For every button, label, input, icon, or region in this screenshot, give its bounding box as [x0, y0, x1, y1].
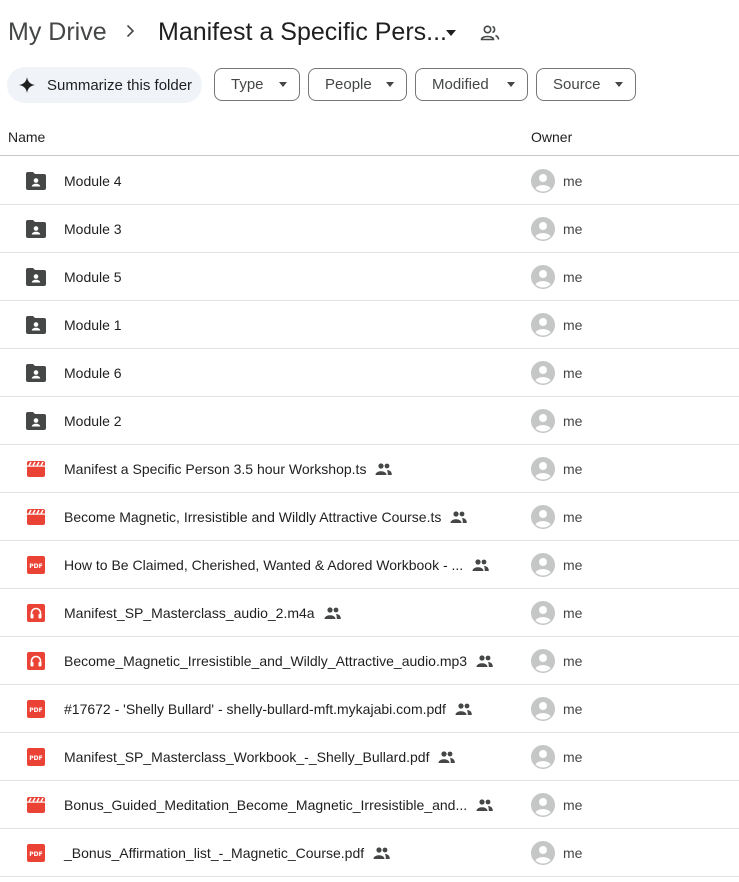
file-name-text: Manifest_SP_Masterclass_Workbook_-_Shelly_Bullard.pdf: [64, 749, 430, 765]
svg-text:PDF: PDF: [29, 563, 43, 570]
people-filter-label: People: [325, 76, 372, 93]
avatar-icon: [531, 169, 555, 193]
shared-folder-icon: [26, 316, 46, 334]
file-name-text: Manifest_SP_Masterclass_audio_2.m4a: [64, 605, 315, 621]
video-file-icon: [26, 508, 46, 526]
sparkle-icon: [19, 77, 35, 93]
video-file-icon: [26, 796, 46, 814]
shared-people-icon: [455, 703, 472, 715]
file-row[interactable]: [0, 829, 739, 877]
owner-name: me: [563, 413, 583, 429]
avatar-icon: [531, 697, 555, 721]
file-name[interactable]: [64, 845, 390, 861]
owner-name: me: [563, 653, 583, 669]
owner-name: me: [563, 797, 583, 813]
shared-people-icon: [373, 847, 390, 859]
summarize-folder-label: Summarize this folder: [47, 76, 193, 94]
people-icon[interactable]: [480, 24, 500, 42]
avatar-icon: [531, 505, 555, 529]
file-name[interactable]: [64, 317, 122, 333]
shared-people-icon: [476, 799, 493, 811]
avatar-icon: [531, 841, 555, 865]
shared-people-icon: [324, 607, 341, 619]
file-row[interactable]: [0, 493, 739, 541]
summarize-folder-button[interactable]: [7, 67, 202, 103]
file-name[interactable]: [64, 269, 122, 285]
caret-down-icon[interactable]: [444, 26, 458, 40]
owner-name: me: [563, 701, 583, 717]
file-row[interactable]: [0, 637, 739, 685]
file-name[interactable]: [64, 701, 472, 717]
svg-text:PDF: PDF: [29, 851, 43, 858]
avatar-icon: [531, 457, 555, 481]
owner-name: me: [563, 557, 583, 573]
shared-people-icon: [476, 655, 493, 667]
file-name-text: Become_Magnetic_Irresistible_and_Wildly_Attractive_audio.mp3: [64, 653, 468, 669]
shared-folder-icon: [26, 220, 46, 238]
people-filter-chip[interactable]: [308, 68, 407, 101]
file-name-text: Bonus_Guided_Meditation_Become_Magnetic_Irresistible_and...: [64, 797, 468, 813]
source-filter-label: Source: [553, 76, 601, 93]
file-name-text: How to Be Claimed, Cherished, Wanted & Adored Workbook - ...: [64, 557, 464, 573]
shared-people-icon: [438, 751, 455, 763]
avatar-icon: [531, 265, 555, 289]
file-name-text: Module 3: [64, 221, 122, 237]
file-row[interactable]: [0, 541, 739, 589]
avatar-icon: [531, 361, 555, 385]
file-name[interactable]: [64, 413, 122, 429]
pdf-file-icon: [26, 844, 46, 862]
file-row[interactable]: [0, 589, 739, 637]
dropdown-arrow-icon: [386, 82, 394, 87]
file-row[interactable]: [0, 445, 739, 493]
shared-people-icon: [375, 463, 392, 475]
type-filter-label: Type: [231, 76, 264, 93]
file-name[interactable]: [64, 605, 341, 621]
shared-people-icon: [472, 559, 489, 571]
avatar-icon: [531, 553, 555, 577]
owner-name: me: [563, 461, 583, 477]
svg-text:PDF: PDF: [29, 755, 43, 762]
file-row[interactable]: [0, 733, 739, 781]
file-list: [0, 157, 739, 877]
file-row[interactable]: [0, 253, 739, 301]
file-row[interactable]: [0, 397, 739, 445]
breadcrumb-current-folder[interactable]: Manifest a Specific Pers...: [158, 18, 448, 46]
file-name-text: _Bonus_Affirmation_list_-_Magnetic_Course.pdf: [64, 845, 365, 861]
file-row[interactable]: [0, 685, 739, 733]
file-name-text: Become Magnetic, Irresistible and Wildly Attractive Course.ts: [64, 509, 442, 525]
file-name-text: Module 5: [64, 269, 122, 285]
file-name[interactable]: [64, 509, 467, 525]
file-name-text: #17672 - 'Shelly Bullard' - shelly-bullard-mft.mykajabi.com.pdf: [64, 701, 446, 717]
avatar-icon: [531, 409, 555, 433]
owner-name: me: [563, 749, 583, 765]
dropdown-arrow-icon: [615, 82, 623, 87]
avatar-icon: [531, 313, 555, 337]
file-row[interactable]: [0, 157, 739, 205]
audio-file-icon: [26, 604, 46, 622]
file-row[interactable]: [0, 349, 739, 397]
source-filter-chip[interactable]: [536, 68, 636, 101]
owner-name: me: [563, 365, 583, 381]
header: [0, 0, 739, 66]
owner-name: me: [563, 221, 583, 237]
file-name[interactable]: [64, 365, 122, 381]
file-row[interactable]: [0, 301, 739, 349]
avatar-icon: [531, 793, 555, 817]
shared-folder-icon: [26, 268, 46, 286]
breadcrumb-my-drive[interactable]: My Drive: [8, 18, 107, 46]
owner-name: me: [563, 509, 583, 525]
chevron-right-icon: [121, 22, 139, 40]
owner-name: me: [563, 605, 583, 621]
file-name-text: Module 6: [64, 365, 122, 381]
owner-column-header[interactable]: Owner: [531, 129, 573, 145]
file-name-text: Module 1: [64, 317, 122, 333]
avatar-icon: [531, 649, 555, 673]
file-name[interactable]: [64, 749, 455, 765]
avatar-icon: [531, 601, 555, 625]
file-name-text: Module 4: [64, 173, 122, 189]
file-name[interactable]: [64, 797, 493, 813]
video-file-icon: [26, 460, 46, 478]
file-name-text: Module 2: [64, 413, 122, 429]
shared-folder-icon: [26, 364, 46, 382]
dropdown-arrow-icon: [507, 82, 515, 87]
modified-filter-label: Modified: [432, 76, 489, 93]
avatar-icon: [531, 217, 555, 241]
owner-name: me: [563, 173, 583, 189]
shared-folder-icon: [26, 172, 46, 190]
file-name[interactable]: [64, 461, 392, 477]
dropdown-arrow-icon: [279, 82, 287, 87]
column-header: [0, 118, 739, 156]
audio-file-icon: [26, 652, 46, 670]
file-row[interactable]: [0, 205, 739, 253]
owner-name: me: [563, 269, 583, 285]
owner-name: me: [563, 845, 583, 861]
file-name[interactable]: [64, 173, 122, 189]
file-name[interactable]: [64, 557, 489, 573]
file-name[interactable]: [64, 653, 493, 669]
filter-chips: [0, 67, 739, 103]
name-column-header[interactable]: Name: [8, 129, 46, 145]
pdf-file-icon: [26, 748, 46, 766]
modified-filter-chip[interactable]: [415, 68, 528, 101]
file-name-text: Manifest a Specific Person 3.5 hour Workshop.ts: [64, 461, 367, 477]
avatar-icon: [531, 745, 555, 769]
type-filter-chip[interactable]: [214, 68, 300, 101]
svg-text:PDF: PDF: [29, 707, 43, 714]
pdf-file-icon: [26, 556, 46, 574]
file-name[interactable]: [64, 221, 122, 237]
shared-people-icon: [450, 511, 467, 523]
file-row[interactable]: [0, 781, 739, 829]
owner-name: me: [563, 317, 583, 333]
shared-folder-icon: [26, 412, 46, 430]
pdf-file-icon: [26, 700, 46, 718]
